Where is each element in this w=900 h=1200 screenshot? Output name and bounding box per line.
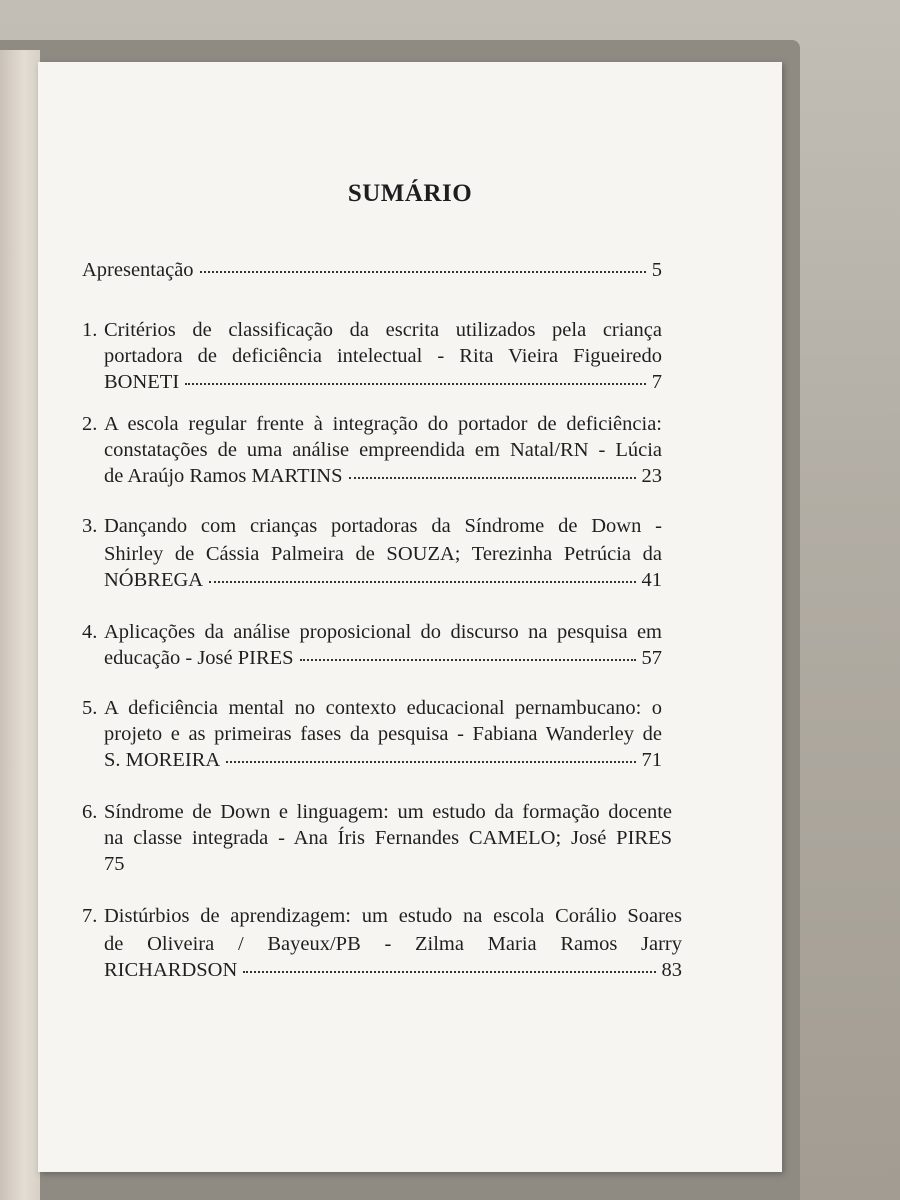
book-page [38, 62, 782, 1172]
toc-entry-1-line-2 [104, 346, 662, 367]
toc-entry-4-last [104, 648, 662, 669]
toc-entry-1-last [104, 372, 662, 393]
toc-entry-text: Síndrome de Down e linguagem: um estudo da formação docente [104, 801, 672, 823]
dot-leader [200, 271, 646, 273]
toc-entry-6-page [104, 854, 125, 875]
toc-intro [82, 260, 662, 281]
toc-entry-text: RICHARDSON [104, 959, 238, 981]
toc-entry-text: de Araújo Ramos MARTINS [104, 465, 343, 487]
toc-entry-7-last [104, 960, 682, 981]
dot-leader [243, 971, 655, 973]
toc-entry-5-last [104, 750, 662, 771]
toc-entry-7-line-1 [82, 906, 682, 927]
toc-entry-6-line-2 [104, 828, 672, 849]
toc-entry-3-last [104, 570, 662, 591]
toc-entry-text: de Oliveira / Bayeux/PB - Zilma Maria Ramos Jarry [104, 933, 682, 955]
toc-entry-number: 2. [82, 413, 98, 435]
dot-leader [185, 383, 646, 385]
toc-entry-number: 3. [82, 515, 98, 537]
toc-entry-text: A escola regular frente à integração do portador de deficiência: [104, 413, 662, 435]
toc-entry-text: educação - José PIRES [104, 647, 294, 669]
left-page-edge [0, 50, 40, 1200]
toc-entry-number: 7. [82, 905, 98, 927]
toc-entry-2-line-2 [104, 440, 662, 461]
toc-entry-page: 83 [661, 959, 682, 981]
toc-entry-5-line-2 [104, 724, 662, 745]
toc-entry-number: 1. [82, 319, 98, 341]
toc-entry-3-line-1 [82, 516, 662, 537]
toc-entry-text: A deficiência mental no contexto educacional pernambucano: o [104, 697, 662, 719]
toc-entry-text: Shirley de Cássia Palmeira de SOUZA; Terezinha Petrúcia da [104, 543, 662, 565]
toc-entry-page: 23 [641, 465, 662, 487]
toc-entry-page: 71 [641, 749, 662, 771]
toc-entry-page: 41 [641, 569, 662, 591]
page-title: SUMÁRIO [347, 180, 473, 207]
toc-entry-1-line-1 [82, 320, 662, 341]
toc-entry-text: Aplicações da análise proposicional do discurso na pesquisa em [104, 621, 662, 643]
toc-intro-label: Apresentação [82, 259, 194, 281]
toc-intro-page: 5 [651, 259, 662, 281]
toc-entry-text: NÓBREGA [104, 569, 204, 591]
toc-entry-number: 6. [82, 801, 98, 823]
toc-entry-4-line-1 [82, 622, 662, 643]
toc-entry-3-line-2 [104, 544, 662, 565]
toc-entry-text: portadora de deficiência intelectual - Rita Vieira Figueiredo [104, 345, 662, 367]
toc-entry-number: 4. [82, 621, 98, 643]
toc-entry-text: BONETI [104, 371, 180, 393]
toc-entry-page: 75 [104, 853, 125, 875]
toc-entry-2-line-1 [82, 414, 662, 435]
toc-entry-page: 57 [641, 647, 662, 669]
toc-entry-text: S. MOREIRA [104, 749, 221, 771]
toc-entry-text: na classe integrada - Ana Íris Fernandes CAMELO; José PIRES [104, 827, 672, 849]
toc-entry-5-line-1 [82, 698, 662, 719]
toc-entry-6-line-1 [82, 802, 672, 823]
toc-entry-number: 5. [82, 697, 98, 719]
dot-leader [300, 659, 636, 661]
toc-entry-text: constatações de uma análise empreendida em Natal/RN - Lúcia [104, 439, 662, 461]
dot-leader [226, 761, 635, 763]
toc-entry-7-line-2 [104, 934, 682, 955]
toc-entry-page: 7 [651, 371, 662, 393]
toc-entry-text: Dançando com crianças portadoras da Síndrome de Down - [104, 515, 662, 537]
dot-leader [209, 581, 635, 583]
toc-entry-text: Distúrbios de aprendizagem: um estudo na escola Corálio Soares [104, 905, 682, 927]
toc-entry-text: projeto e as primeiras fases da pesquisa - Fabiana Wanderley de [104, 723, 662, 745]
toc-entry-text: Critérios de classificação da escrita utilizados pela criança [104, 319, 662, 341]
toc-entry-2-last [104, 466, 662, 487]
dot-leader [349, 477, 636, 479]
